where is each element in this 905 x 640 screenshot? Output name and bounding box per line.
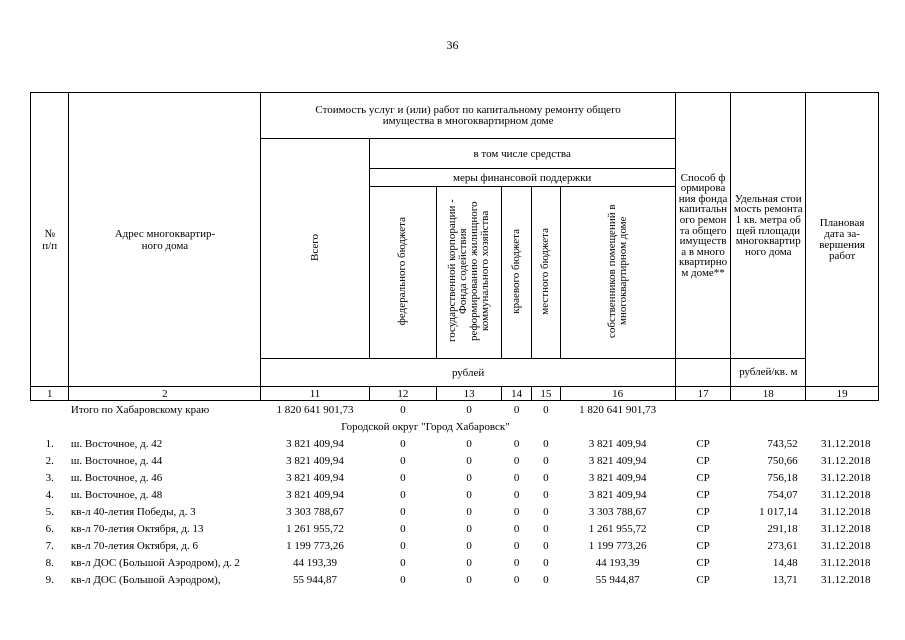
row-unit-cost: 743,52	[767, 437, 798, 450]
row-local: 0	[543, 573, 549, 586]
row-owners: 3 821 409,94	[588, 454, 647, 467]
row-unit-cost: 13,71	[772, 573, 798, 586]
row-address: ш. Восточное, д. 46	[70, 471, 163, 484]
row-unit-cost: 754,07	[767, 488, 798, 501]
row-owners: 3 303 788,67	[588, 505, 647, 518]
col-number: 17	[675, 387, 731, 401]
row-unit-cost: 750,66	[767, 454, 798, 467]
row-federal: 0	[400, 556, 406, 569]
row-date: 31.12.2018	[821, 505, 871, 518]
row-local: 0	[543, 522, 549, 535]
row-local: 0	[543, 539, 549, 552]
row-method: СР	[696, 556, 710, 569]
col-number: 2	[69, 387, 261, 401]
row-address: ш. Восточное, д. 48	[70, 488, 163, 501]
row-date: 31.12.2018	[821, 522, 871, 535]
row-local: 0	[543, 471, 549, 484]
row-local: 0	[543, 505, 549, 518]
header-corporation: государственной корпорации - Фонда содействия реформированию жилищного коммунального хозяйства	[437, 187, 502, 359]
row-number: 4.	[45, 488, 54, 501]
table-row	[31, 503, 879, 520]
row-address: кв-л 70-летия Октября, д. 13	[70, 522, 204, 535]
row-corporation: 0	[466, 522, 472, 535]
row-address: кв-л ДОС (Большой Аэродром),	[70, 573, 221, 586]
col-number: 18	[731, 387, 806, 401]
row-total: 3 821 409,94	[286, 437, 344, 450]
row-address: кв-л ДОС (Большой Аэродром), д. 2	[70, 556, 240, 569]
row-address: кв-л 40-летия Победы, д. 3	[70, 505, 196, 518]
header-address: Адрес многоквартир- ного дома	[69, 93, 261, 387]
row-number: 9.	[45, 573, 54, 586]
row-number: 6.	[45, 522, 54, 535]
row-method: СР	[696, 437, 710, 450]
row-regional: 0	[513, 539, 520, 552]
row-local: 0	[543, 437, 549, 450]
row-date: 31.12.2018	[821, 454, 871, 467]
row-unit-cost: 14,48	[772, 556, 798, 569]
header-method: Способ формирования фонда капитального ремонта общего имущества в многоквартирном доме**	[675, 93, 731, 359]
row-total: 1 261 955,72	[286, 522, 344, 535]
table-row	[31, 554, 879, 571]
row-number: 7.	[45, 539, 54, 552]
header-planned-date: Плановая дата за-вершения работ	[806, 93, 879, 387]
row-federal: 0	[400, 437, 406, 450]
row-method: СР	[696, 573, 710, 586]
row-owners: 44 193,39	[595, 556, 640, 569]
row-number: 3.	[45, 471, 54, 484]
row-unit-cost: 291,18	[767, 522, 798, 535]
header-support: меры финансовой поддержки	[369, 169, 675, 187]
table-row	[31, 435, 879, 452]
header-cost-group: Стоимость услуг и (или) работ по капитальному ремонту общего имущества в многоквартирном доме	[261, 93, 675, 139]
page-number: 36	[446, 38, 459, 52]
row-corporation: 0	[466, 573, 472, 586]
row-corporation: 0	[466, 488, 472, 501]
row-regional: 0	[513, 556, 520, 569]
row-total: 3 821 409,94	[286, 471, 344, 484]
header-federal: федерального бюджета	[369, 187, 437, 359]
table-row	[31, 520, 879, 537]
row-regional: 0	[513, 505, 520, 518]
row-total: 1 199 773,26	[286, 539, 344, 552]
table-row	[31, 571, 879, 588]
row-corporation: 0	[466, 539, 472, 552]
row-owners: 55 944,87	[595, 573, 640, 586]
header-rubles: рублей	[261, 359, 675, 387]
header-unit-cost-units: рублей/кв. м	[731, 359, 806, 387]
row-federal: 0	[400, 522, 406, 535]
total-amount: 1 820 641 901,73	[276, 403, 354, 416]
row-address: ш. Восточное, д. 42	[70, 437, 163, 450]
total-row	[31, 401, 879, 419]
row-method: СР	[696, 539, 710, 552]
header-including: в том числе средства	[369, 139, 675, 169]
row-date: 31.12.2018	[821, 488, 871, 501]
row-regional: 0	[513, 522, 520, 535]
row-date: 31.12.2018	[821, 437, 871, 450]
row-total: 3 303 788,67	[286, 505, 344, 518]
header-regional: краевого бюджета	[501, 187, 531, 359]
row-total: 3 821 409,94	[286, 454, 344, 467]
row-local: 0	[543, 556, 549, 569]
row-federal: 0	[400, 471, 406, 484]
header-total: Всего	[261, 139, 369, 359]
row-unit-cost: 1 017,14	[759, 505, 798, 518]
table-row	[31, 537, 879, 554]
row-corporation: 0	[466, 556, 472, 569]
table-row	[31, 486, 879, 503]
row-number: 1.	[45, 437, 54, 450]
total-corporation: 0	[466, 403, 472, 416]
col-number: 15	[532, 387, 560, 401]
header-method-blank	[675, 359, 731, 387]
row-federal: 0	[400, 573, 406, 586]
row-method: СР	[696, 522, 710, 535]
row-address: ш. Восточное, д. 44	[70, 454, 163, 467]
row-owners: 1 261 955,72	[588, 522, 647, 535]
row-owners: 3 821 409,94	[588, 488, 647, 501]
header-owners: собственников помещений в многоквартирном доме	[560, 187, 675, 359]
capital-repair-table	[30, 92, 879, 588]
row-federal: 0	[400, 488, 406, 501]
row-corporation: 0	[466, 437, 472, 450]
col-number: 19	[806, 387, 879, 401]
row-regional: 0	[513, 488, 520, 501]
row-federal: 0	[400, 539, 406, 552]
header-local: местного бюджета	[532, 187, 560, 359]
row-method: СР	[696, 471, 710, 484]
row-regional: 0	[513, 573, 520, 586]
row-total: 44 193,39	[293, 556, 337, 569]
row-federal: 0	[400, 454, 406, 467]
row-date: 31.12.2018	[821, 556, 871, 569]
row-unit-cost: 756,18	[767, 471, 798, 484]
row-local: 0	[543, 488, 549, 501]
row-method: СР	[696, 488, 710, 501]
col-number: 13	[437, 387, 502, 401]
column-number-row	[31, 387, 879, 401]
row-owners: 3 821 409,94	[588, 471, 647, 484]
row-number: 8.	[45, 556, 54, 569]
row-regional: 0	[513, 471, 520, 484]
district-title: Городской округ "Город Хабаровск"	[341, 420, 510, 433]
row-local: 0	[543, 454, 549, 467]
row-owners: 3 821 409,94	[588, 437, 647, 450]
col-number: 16	[560, 387, 675, 401]
header-num: № п/п	[31, 93, 69, 387]
table-row	[31, 452, 879, 469]
row-method: СР	[696, 454, 710, 467]
row-date: 31.12.2018	[821, 539, 871, 552]
header-unit-cost: Удельная стоимость ремонта 1 кв. метра общей площади многоквартирного дома	[731, 93, 806, 359]
total-regional: 0	[513, 403, 520, 416]
table-row	[31, 469, 879, 486]
col-number: 12	[369, 387, 437, 401]
row-date: 31.12.2018	[821, 573, 871, 586]
total-label: Итого по Хабаровскому краю	[70, 403, 210, 416]
district-row	[31, 418, 879, 435]
row-total: 55 944,87	[293, 573, 337, 586]
row-federal: 0	[400, 505, 406, 518]
total-federal: 0	[400, 403, 406, 416]
row-corporation: 0	[466, 505, 472, 518]
row-total: 3 821 409,94	[286, 488, 344, 501]
row-corporation: 0	[466, 471, 472, 484]
row-date: 31.12.2018	[821, 471, 871, 484]
row-address: кв-л 70-летия Октября, д. 6	[70, 539, 199, 552]
col-number: 11	[261, 387, 369, 401]
row-method: СР	[696, 505, 710, 518]
row-corporation: 0	[466, 454, 472, 467]
col-number: 14	[501, 387, 531, 401]
row-regional: 0	[513, 454, 520, 467]
col-number: 1	[31, 387, 69, 401]
row-number: 2.	[45, 454, 54, 467]
row-regional: 0	[513, 437, 520, 450]
row-unit-cost: 273,61	[767, 539, 798, 552]
total-owners: 1 820 641 901,73	[579, 403, 657, 416]
total-local: 0	[543, 403, 549, 416]
row-owners: 1 199 773,26	[588, 539, 647, 552]
row-number: 5.	[45, 505, 54, 518]
